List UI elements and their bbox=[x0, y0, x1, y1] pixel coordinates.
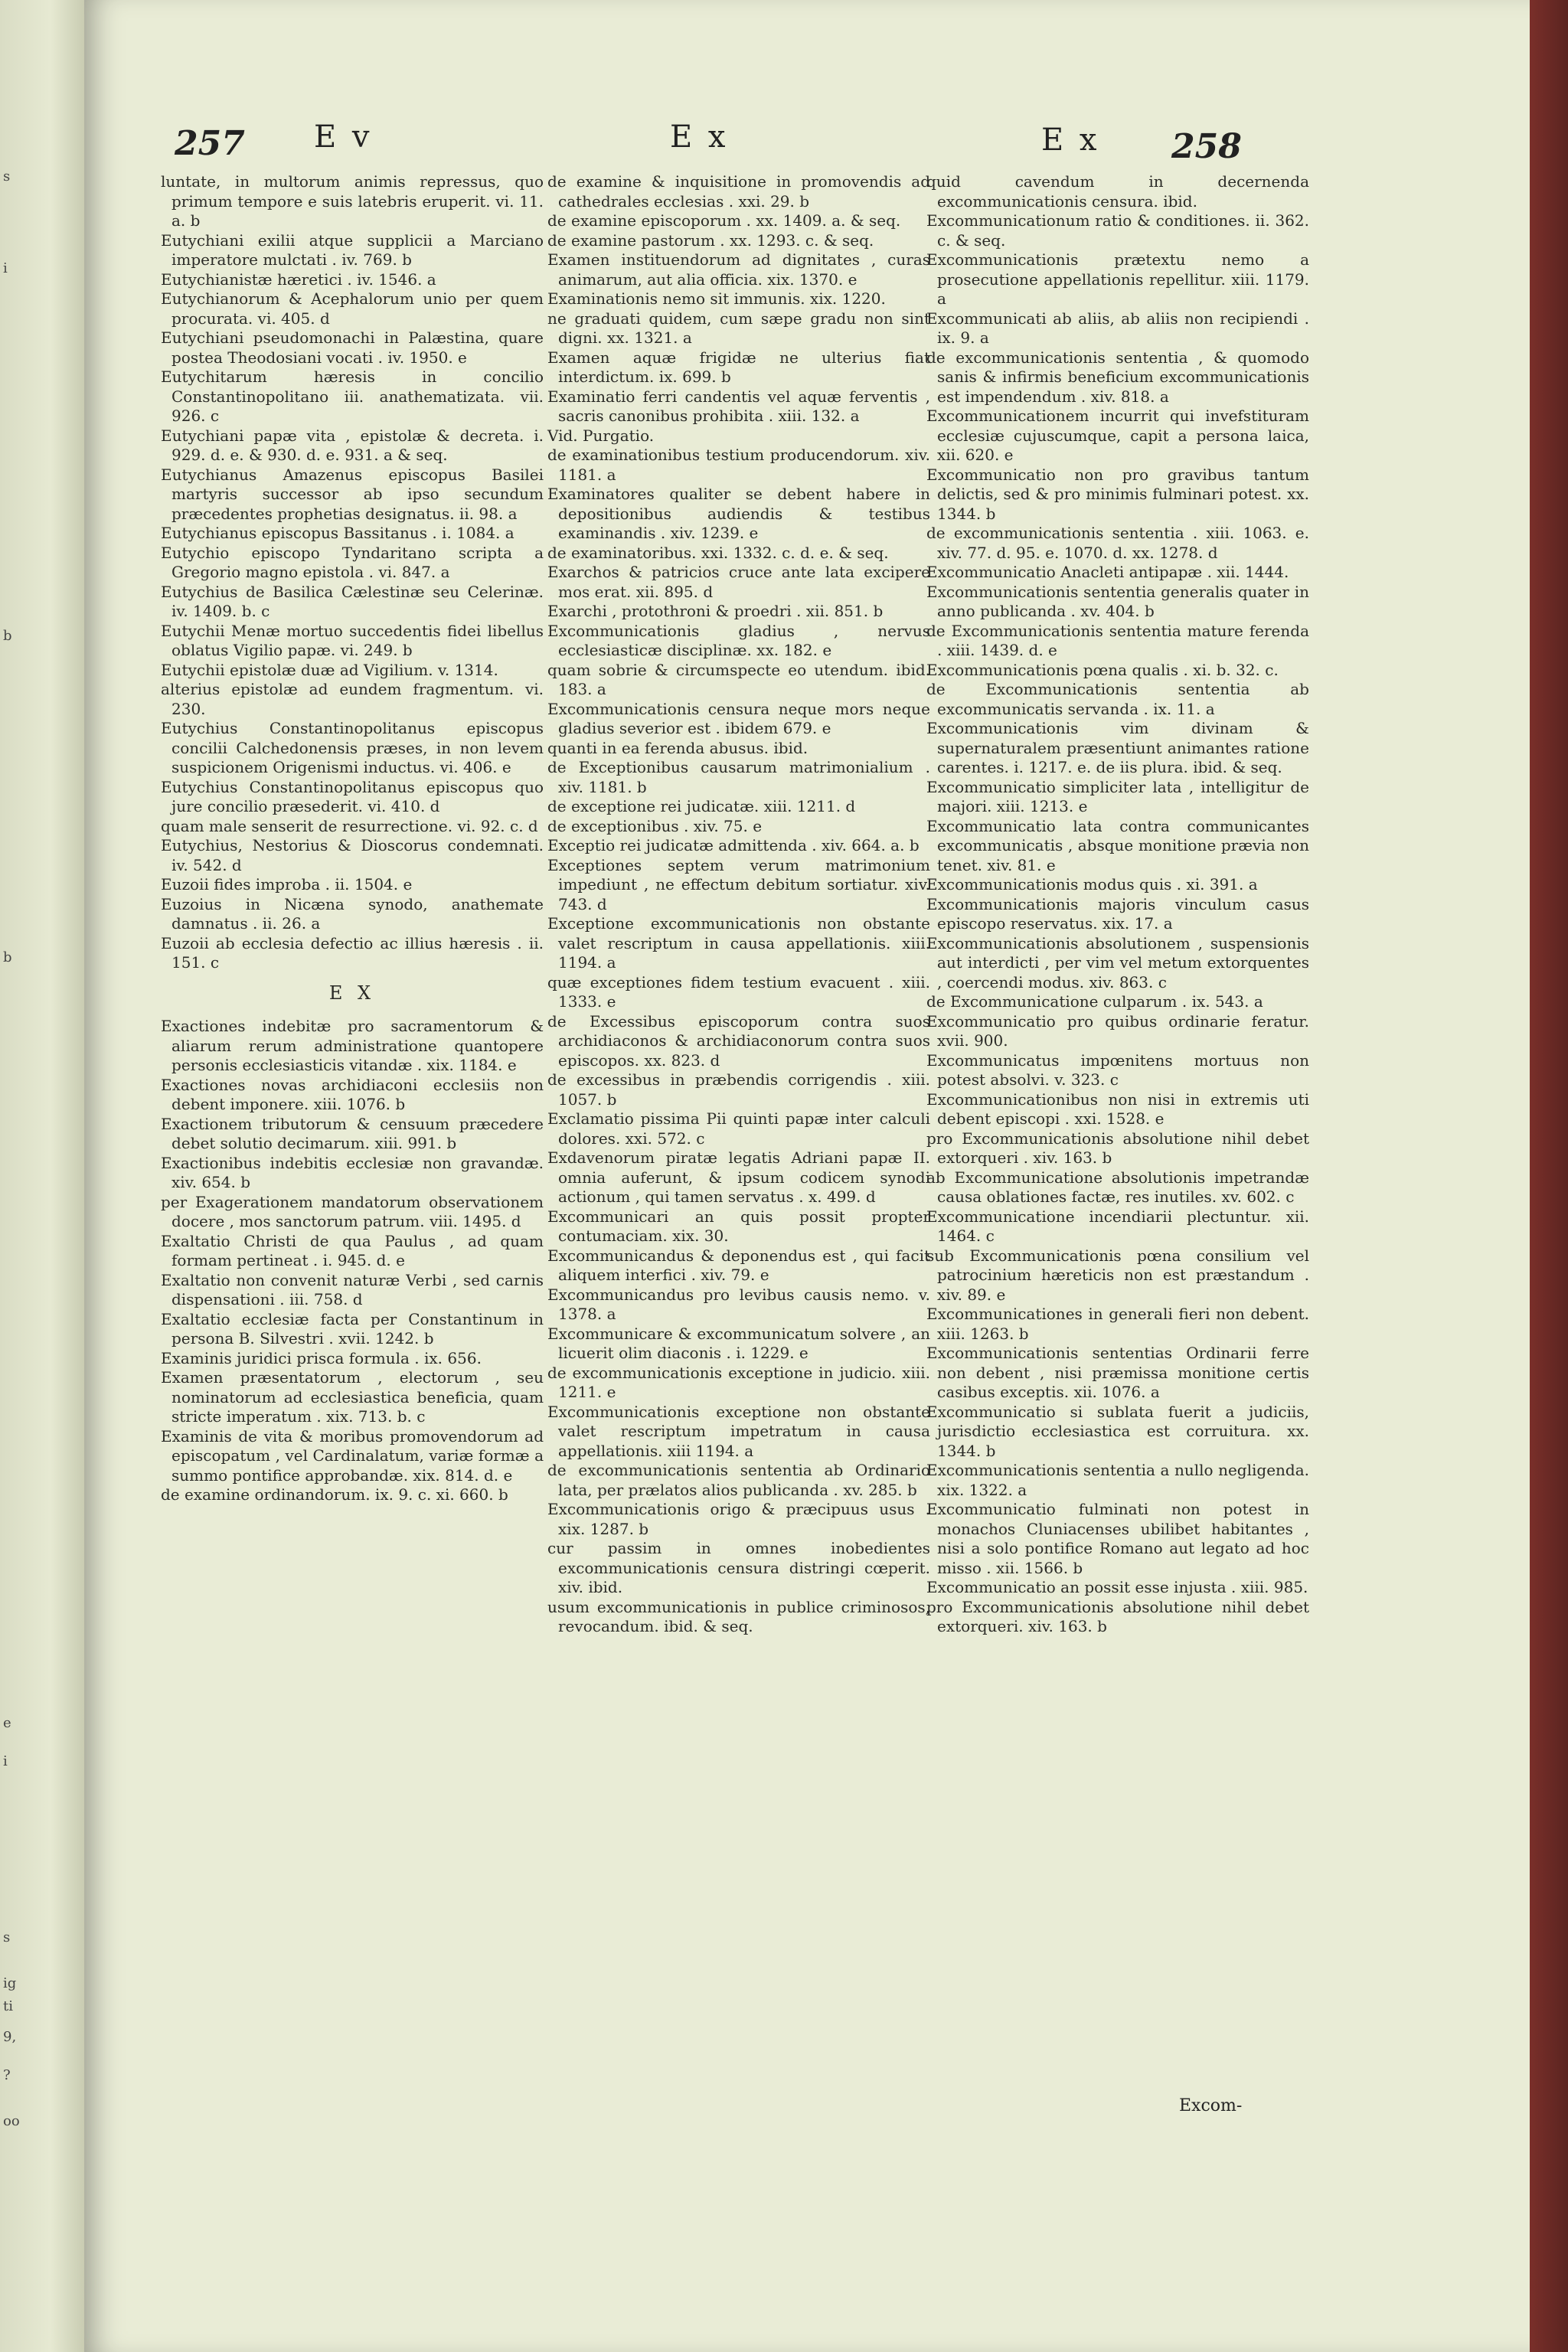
index-entry: Excommunicandus & deponendus est , qui facit aliquem interfici . xiv. 79. e bbox=[547, 1246, 930, 1284]
index-entry: alterius epistolæ ad eundem fragmentum. vi. 230. bbox=[161, 680, 544, 718]
index-entry: de Excessibus episcoporum contra suos archidiaconos & archidiaconorum contra suos episcopos. xx. 823. d bbox=[547, 1011, 930, 1070]
index-entry: de examine pastorum . xx. 1293. c. & seq. bbox=[547, 230, 874, 250]
index-entry: Excommunicatio lata contra communicantes excommunicatis , absque monitione prævia non tenet. xiv. 81. e bbox=[926, 816, 1309, 874]
book-cover-edge bbox=[1530, 0, 1568, 2352]
index-entry: Eutychianorum & Acephalorum unio per quem procurata. vi. 405. d bbox=[161, 289, 544, 328]
index-entry: de Excommunicationis sententia ab excommunicatis servanda . ix. 11. a bbox=[926, 680, 1309, 718]
right-page-number: 258 bbox=[1171, 127, 1242, 166]
index-entry: Eutychius, Nestorius & Dioscorus condemnati. iv. 542. d bbox=[161, 836, 544, 874]
index-entry: Examen instituendorum ad dignitates , curas animarum, aut alia officia. xix. 1370. e bbox=[547, 250, 930, 289]
index-entry: de examine episcoporum . xx. 1409. a. & seq. bbox=[547, 211, 901, 230]
index-entry: Exaltatio non convenit naturæ Verbi , sed carnis dispensationi . iii. 758. d bbox=[161, 1270, 544, 1308]
index-entry: Exceptio rei judicatæ admittenda . xiv. 664. a. b bbox=[547, 836, 920, 854]
index-entry: Excommunicationem incurrit qui invefstituram ecclesiæ cujuscumque, capit a persona laica, xii. 620. e bbox=[926, 407, 1309, 464]
previous-page-edge bbox=[0, 0, 84, 2352]
index-entry: Excommunicationibus non nisi in extremis uti debent episcopi . xxi. 1528. e bbox=[926, 1089, 1309, 1128]
index-entry: de Excommunicationis sententia mature ferenda . xiii. 1439. d. e bbox=[926, 621, 1309, 659]
catchword: Excom- bbox=[1179, 2096, 1243, 2115]
index-entry: Excommunicatio simpliciter lata , intelligitur de majori. xiii. 1213. e bbox=[926, 777, 1309, 815]
index-entry: Excommunicatus impœnitens mortuus non potest absolvi. v. 323. c bbox=[926, 1050, 1309, 1089]
index-entry: Exclamatio pissima Pii quinti papæ inter calculi dolores. xxi. 572. c bbox=[547, 1109, 930, 1148]
index-entry: Excommunicandus pro levibus causis nemo. v. 1378. a bbox=[547, 1285, 930, 1323]
index-entry: de Excommunicatione culparum . ix. 543. a bbox=[926, 992, 1263, 1011]
index-entry: Excommunicatione incendiarii plectuntur. xii. 1464. c bbox=[926, 1207, 1309, 1245]
index-entry: de excessibus in præbendis corrigendis . xiii. 1057. b bbox=[547, 1070, 930, 1109]
left-running-head: E v bbox=[314, 119, 373, 155]
index-entry: quanti in ea ferenda abusus. ibid. bbox=[547, 738, 808, 757]
center-running-head: E x bbox=[670, 119, 729, 155]
index-entry: Exceptiones septem verum matrimonium impediunt , ne effectum debitum sortiatur. xiv. 743. d bbox=[547, 855, 930, 913]
index-entry: Eutychianus episcopus Bassitanus . i. 1084. a bbox=[161, 524, 514, 542]
index-entry: Excommunicationis prætextu nemo a prosecutione appellationis repellitur. xiii. 1179. a bbox=[926, 250, 1309, 308]
previous-page-fragment: ? bbox=[3, 2067, 11, 2083]
index-entry: de examine & inquisitione in promovendis ad cathedrales ecclesias . xxi. 29. b bbox=[547, 172, 930, 211]
previous-page-fragment: i bbox=[3, 260, 8, 276]
index-entry: Exarchos & patricios cruce ante lata excipere mos erat. xii. 895. d bbox=[547, 563, 930, 601]
index-entry: Excommunicationis vim divinam & supernaturalem præsentiunt animantes ratione carentes. i. 1217. e. de iis plura. ibid. & seq. bbox=[926, 719, 1309, 776]
index-entry: de excommunicationis sententia ab Ordinario lata, per prælatos alios publicanda . xv. 285. b bbox=[547, 1461, 930, 1499]
running-head bbox=[84, 115, 1530, 176]
index-entry: Vid. Purgatio. bbox=[547, 426, 655, 445]
index-entry: Excommunicationes in generali fieri non debent. xiii. 1263. b bbox=[926, 1305, 1309, 1343]
index-entry: Eutychiani pseudomonachi in Palæstina, quare postea Theodosiani vocati . iv. 1950. e bbox=[161, 328, 544, 367]
index-entry: pro Excommunicationis absolutione nihil debet extorqueri . xiv. 163. b bbox=[926, 1129, 1309, 1167]
index-entry: Eutychii epistolæ duæ ad Vigilium. v. 1314. bbox=[161, 660, 498, 679]
index-entry: Exdavenorum piratæ legatis Adriani papæ II. omnia auferunt, & ipsum codicem synodi actionum , qui tamen servatus . x. 499. d bbox=[547, 1148, 930, 1206]
index-entry: de examinationibus testium producendorum. xiv. 1181. a bbox=[547, 446, 930, 484]
index-entry: Excommunicatio fulminati non potest in monachos Cluniacenses ubilibet habitantes , nisi a solo pontifice Romano aut legato ad hoc misso . xii. 1566. b bbox=[926, 1500, 1309, 1577]
index-entry: Eutychius Constantinopolitanus episcopus concilii Calchedonensis præses, in non levem suspicionem Origenismi inductus. vi. 406. e bbox=[161, 719, 544, 776]
index-entry: pro Excommunicationis absolutione nihil debet extorqueri. xiv. 163. b bbox=[926, 1597, 1309, 1635]
index-entry: Excommunicatio si sublata fuerit a judiciis, jurisdictio ecclesiastica est corruitura. xx. 1344. b bbox=[926, 1402, 1309, 1460]
index-entry: Eutychius Constantinopolitanus episcopus quo jure concilio præsederit. vi. 410. d bbox=[161, 777, 544, 815]
previous-page-fragment: e bbox=[3, 1715, 11, 1731]
index-entry: Excommunicationum ratio & conditiones. ii. 362. c. & seq. bbox=[926, 211, 1309, 250]
index-entry: Eutychiani exilii atque supplicii a Marciano imperatore mulctati . iv. 769. b bbox=[161, 230, 544, 269]
previous-page-fragment: b bbox=[3, 949, 12, 965]
index-entry: Excommunicationis majoris vinculum casus episcopo reservatus. xix. 17. a bbox=[926, 894, 1309, 933]
index-entry: per Exagerationem mandatorum observationem docere , mos sanctorum patrum. viii. 1495. d bbox=[161, 1192, 544, 1230]
index-entry: Excommunicationis modus quis . xi. 391. a bbox=[926, 875, 1258, 893]
index-entry: Excommunicationis absolutionem , suspensionis aut interdicti , per vim vel metum extorquentes , coercendi modus. xiv. 863. c bbox=[926, 933, 1309, 991]
index-entry: de excommunicationis sententia , & quomodo sanis & infirmis beneficium excommunicationis est impendendum . xiv. 818. a bbox=[926, 348, 1309, 406]
index-entry: Exactionibus indebitis ecclesiæ non gravandæ. xiv. 654. b bbox=[161, 1153, 544, 1191]
index-entry: Exarchi , protothroni & proedri . xii. 851. b bbox=[547, 602, 884, 620]
section-heading-ex: E X bbox=[328, 982, 376, 1004]
right-running-head: E x bbox=[1041, 122, 1100, 158]
index-entry: Excommunicati ab aliis, ab aliis non recipiendi . ix. 9. a bbox=[926, 309, 1309, 347]
index-entry: Exactiones indebitæ pro sacramentorum & aliarum rerum administratione quantopere personis ecclesiasticis vitandæ . xix. 1184. e bbox=[161, 1017, 544, 1074]
previous-page-fragment: ig bbox=[3, 1975, 17, 1991]
index-entry: Examinis de vita & moribus promovendorum ad episcopatum , vel Cardinalatum, variæ formæ a summo pontifice approbandæ. xix. 814. d. e bbox=[161, 1426, 544, 1485]
index-entry: de Exceptionibus causarum matrimonialium . xiv. 1181. b bbox=[547, 758, 930, 796]
index-entry: cur passim in omnes inobedientes excommunicationis censura distringi cœperit. xiv. ibid. bbox=[547, 1539, 930, 1596]
index-entry: Excommunicationis sententia generalis quater in anno publicanda . xv. 404. b bbox=[926, 582, 1309, 620]
index-entry: Excommunicationis origo & præcipuus usus . xix. 1287. b bbox=[547, 1500, 930, 1538]
index-entry: Exaltatio Christi de qua Paulus , ad quam formam pertineat . i. 945. d. e bbox=[161, 1231, 544, 1269]
previous-page-fragment: i bbox=[3, 1753, 8, 1769]
index-column-1 bbox=[161, 172, 544, 1505]
index-entry: Exactionem tributorum & censuum præcedere debet solutio decimarum. xiii. 991. b bbox=[161, 1114, 544, 1152]
index-entry: Excommunicatio an possit esse injusta . xiii. 985. bbox=[926, 1578, 1308, 1596]
previous-page-fragment: s bbox=[3, 168, 11, 185]
index-entry: Excommunicationis sententia a nullo negligenda. xix. 1322. a bbox=[926, 1461, 1309, 1499]
index-entry: Euzoii ab ecclesia defectio ac illius hæresis . ii. 151. c bbox=[161, 933, 544, 972]
index-entry: Euzoii fides improba . ii. 1504. e bbox=[161, 875, 413, 893]
index-entry: Examinis juridici prisca formula . ix. 656. bbox=[161, 1348, 482, 1367]
index-entry: Eutychii Menæ mortuo succedentis fidei libellus oblatus Vigilio papæ. vi. 249. b bbox=[161, 621, 544, 659]
index-entry: Exactiones novas archidiaconi ecclesiis non debent imponere. xiii. 1076. b bbox=[161, 1075, 544, 1113]
index-entry: de exceptione rei judicatæ. xiii. 1211. d bbox=[547, 797, 856, 815]
index-entry: quam sobrie & circumspecte eo utendum. ibid. 183. a bbox=[547, 660, 930, 698]
index-entry: de examine ordinandorum. ix. 9. c. xi. 660. b bbox=[161, 1485, 508, 1504]
index-entry: sub Excommunicationis pœna consilium vel patrocinium hæreticis non est præstandum . xiv. 89. e bbox=[926, 1246, 1309, 1304]
index-entry: Eutychianus Amazenus episcopus Basilei martyris successor ab ipso secundum præcedentes prophetias designatus. ii. 98. a bbox=[161, 465, 544, 523]
index-entry: luntate, in multorum animis repressus, quo primum tempore e suis latebris eruperit. vi. 11. a. b bbox=[161, 172, 544, 230]
index-entry: ab Excommunicatione absolutionis impetrandæ causa oblationes factæ, res inutiles. xv. 602. c bbox=[926, 1168, 1309, 1206]
index-entry: Examen aquæ frigidæ ne ulterius fiat interdictum. ix. 699. b bbox=[547, 348, 930, 386]
index-entry: Examen præsentatorum , electorum , seu nominatorum ad ecclesiastica beneficia, quam stricte imperatum . xix. 713. b. c bbox=[161, 1368, 544, 1426]
book-page bbox=[84, 0, 1530, 2352]
index-entry: Excommunicatio pro quibus ordinarie feratur. xvii. 900. bbox=[926, 1011, 1309, 1050]
index-entry: Examinatores qualiter se debent habere in depositionibus audiendis & testibus examinandis . xiv. 1239. e bbox=[547, 485, 930, 542]
previous-page-fragment: oo bbox=[3, 2113, 20, 2129]
index-entry: Eutychio episcopo Tyndaritano scripta a Gregorio magno epistola . vi. 847. a bbox=[161, 543, 544, 581]
index-entry: quam male senserit de resurrectione. vi. 92. c. d bbox=[161, 816, 538, 835]
index-entry: Excommunicationis exceptione non obstante valet rescriptum impetratum in causa appellationis. xiii 1194. a bbox=[547, 1402, 930, 1460]
index-entry: Exceptione excommunicationis non obstante valet rescriptum in causa appellationis. xiii. 1194. a bbox=[547, 914, 930, 972]
index-column-3 bbox=[926, 172, 1309, 1637]
index-entry: usum excommunicationis in publice criminosos, revocandum. ibid. & seq. bbox=[547, 1597, 930, 1635]
index-entry: de excommunicationis exceptione in judicio. xiii. 1211. e bbox=[547, 1363, 930, 1401]
index-entry: Excommunicatio non pro gravibus tantum delictis, sed & pro minimis fulminari potest. xx. 1344. b bbox=[926, 465, 1309, 523]
index-column-2 bbox=[547, 172, 930, 1637]
index-entry: Euzoius in Nicæna synodo, anathemate damnatus . ii. 26. a bbox=[161, 894, 544, 933]
index-entry: Examinationis nemo sit immunis. xix. 1220. bbox=[547, 289, 886, 308]
index-entry: Examinatio ferri candentis vel aquæ ferventis , sacris canonibus prohibita . xiii. 132. a bbox=[547, 387, 930, 425]
index-entry: Eutychitarum hæresis in concilio Constantinopolitano iii. anathematizata. vii. 926. c bbox=[161, 368, 544, 425]
index-entry: de exceptionibus . xiv. 75. e bbox=[547, 816, 763, 835]
index-entry: Excommunicationis censura neque mors neque gladius severior est . ibidem 679. e bbox=[547, 699, 930, 737]
index-entry: Excommunicationis sententias Ordinarii ferre non debent , nisi præmissa monitione certis casibus exceptis. xii. 1076. a bbox=[926, 1344, 1309, 1401]
index-entry: quid cavendum in decernenda excommunicationis censura. ibid. bbox=[926, 172, 1309, 211]
index-entry: Excommunicationis pœna qualis . xi. b. 32. c. bbox=[926, 660, 1279, 679]
previous-page-fragment: ti bbox=[3, 1998, 13, 2014]
index-entry: Eutychiani papæ vita , epistolæ & decreta. i. 929. d. e. & 930. d. e. 931. a & seq. bbox=[161, 426, 544, 464]
index-entry: Excommunicare & excommunicatum solvere , an licuerit olim diaconis . i. 1229. e bbox=[547, 1324, 930, 1362]
index-entry: de excommunicationis sententia . xiii. 1063. e. xiv. 77. d. 95. e. 1070. d. xx. 1278. d bbox=[926, 524, 1309, 562]
index-entry: Excommunicari an quis possit propter contumaciam. xix. 30. bbox=[547, 1207, 930, 1245]
index-entry: Excommunicationis gladius , nervus ecclesiasticæ disciplinæ. xx. 182. e bbox=[547, 621, 930, 659]
index-entry: quæ exceptiones fidem testium evacuent . xiii. 1333. e bbox=[547, 972, 930, 1011]
previous-page-fragment: s bbox=[3, 1929, 11, 1945]
index-entry: de examinatoribus. xxi. 1332. c. d. e. & seq. bbox=[547, 543, 889, 562]
previous-page-text-fragments bbox=[3, 0, 34, 2352]
previous-page-fragment: b bbox=[3, 628, 12, 644]
previous-page-fragment: 9, bbox=[3, 2029, 17, 2045]
index-entry: Eutychius de Basilica Cælestinæ seu Celerinæ. iv. 1409. b. c bbox=[161, 582, 544, 620]
index-entry: Excommunicatio Anacleti antipapæ . xii. 1444. bbox=[926, 563, 1289, 581]
index-entry: Eutychianistæ hæretici . iv. 1546. a bbox=[161, 270, 436, 289]
index-entry: ne graduati quidem, cum sæpe gradu non sint digni. xx. 1321. a bbox=[547, 309, 930, 347]
index-entry: Exaltatio ecclesiæ facta per Constantinum in persona B. Silvestri . xvii. 1242. b bbox=[161, 1309, 544, 1348]
left-page-number: 257 bbox=[175, 124, 245, 163]
